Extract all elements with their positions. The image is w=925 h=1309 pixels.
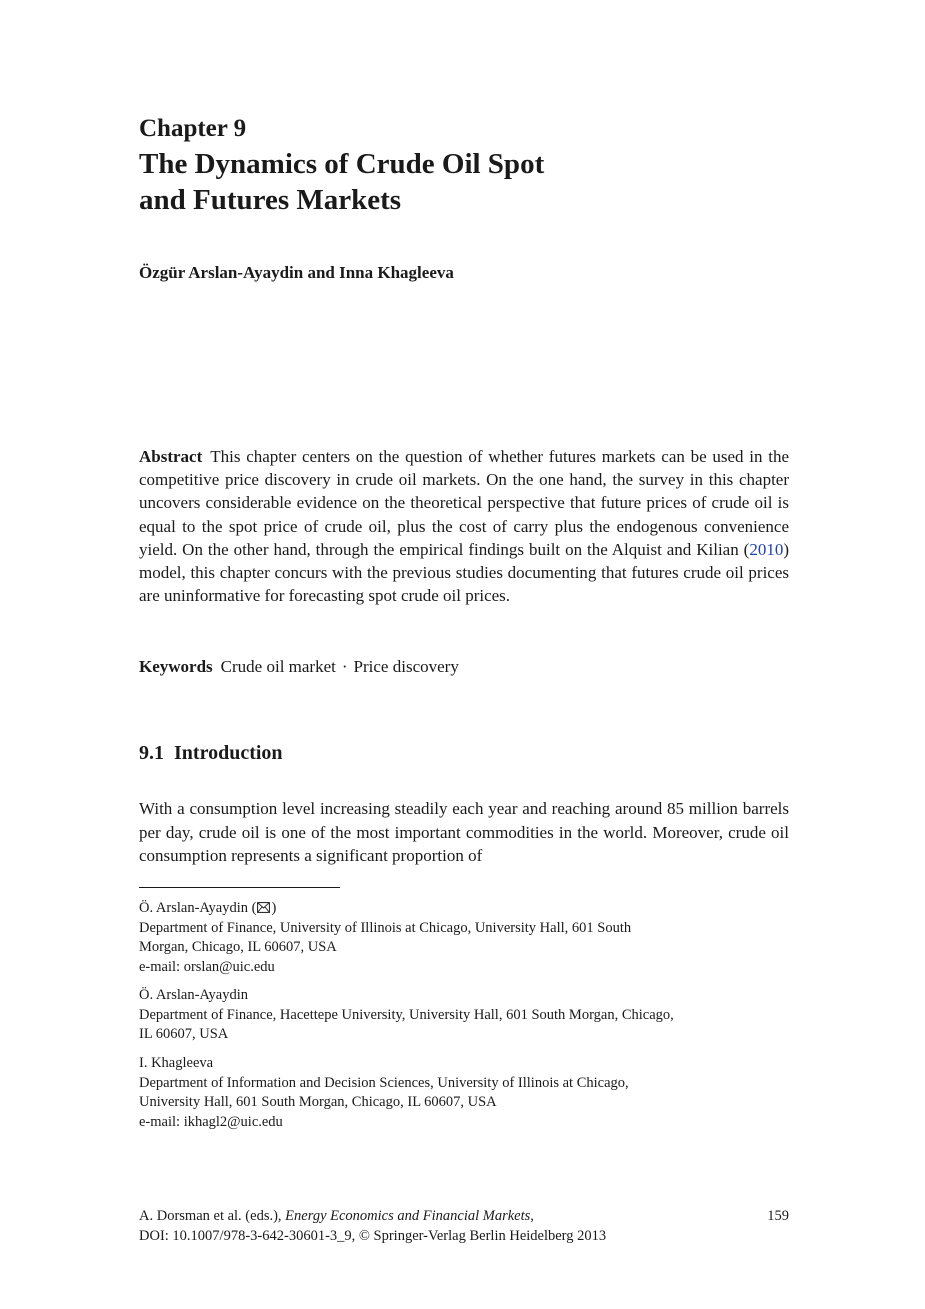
keyword-separator: · xyxy=(341,657,348,676)
chapter-title-line-1: The Dynamics of Crude Oil Spot xyxy=(139,148,545,180)
section-heading xyxy=(139,740,283,766)
chapter-number: Chapter 9 xyxy=(139,115,247,142)
footnote-rule xyxy=(139,887,340,888)
affiliation-address: University Hall, 601 South Morgan, Chicago, IL 60607, USA xyxy=(139,1094,497,1110)
keywords-label: Keywords xyxy=(139,657,213,676)
page-number: 159 xyxy=(767,1208,789,1224)
keyword-item: Price discovery xyxy=(353,657,459,676)
footer-book-reference: A. Dorsman et al. (eds.), Energy Economics and Financial Markets, xyxy=(139,1208,534,1224)
affiliation-2 xyxy=(139,986,779,1045)
affiliation-1 xyxy=(139,899,779,977)
affiliation-3 xyxy=(139,1054,779,1132)
affiliation-address: IL 60607, USA xyxy=(139,1026,229,1042)
abstract-citation-link[interactable]: 2010 xyxy=(749,539,784,559)
affiliation-address: Morgan, Chicago, IL 60607, USA xyxy=(139,939,337,955)
abstract xyxy=(139,445,789,607)
affiliation-address: Department of Finance, Hacettepe University, University Hall, 601 South Morgan, Chicago, xyxy=(139,1006,674,1023)
affiliation-name: I. Khagleeva xyxy=(139,1055,214,1071)
abstract-label: Abstract xyxy=(139,447,203,466)
footer-book-title: Energy Economics and Financial Markets xyxy=(285,1208,531,1224)
footer-doi: DOI: 10.1007/978-3-642-30601-3_9, © Springer-Verlag Berlin Heidelberg 2013 xyxy=(139,1227,607,1244)
page-footer xyxy=(139,1207,789,1246)
affiliation-name: Ö. Arslan-Ayaydin ( ) xyxy=(139,900,277,916)
keywords xyxy=(139,656,789,678)
section-number: 9.1 xyxy=(139,742,164,764)
envelope-icon[interactable] xyxy=(257,902,270,913)
chapter-title xyxy=(139,146,544,218)
affiliation-email[interactable]: e-mail: orslan@uic.edu xyxy=(139,958,275,975)
abstract-text-2: ) model, this chapter concurs with the previous studies documenting that futures crude oil prices are uninformative for forecasting spot crude oil prices. xyxy=(139,539,789,606)
authors: Özgür Arslan-Ayaydin and Inna Khagleeva xyxy=(139,263,454,282)
affiliation-name: Ö. Arslan-Ayaydin xyxy=(139,987,249,1003)
abstract-text-1: This chapter centers on the question of whether futures markets can be used in the competitive price discovery in crude oil markets. On the one hand, the survey in this chapter uncovers considerable evidence on the theoretical perspective that future prices of crude oil is equal to the spot price of crude oil, plus the cost of carry plus the endogenous convenience yield. On the other hand, through the empirical findings built on the Alquist and Kilian ( xyxy=(139,447,789,559)
section-title: Introduction xyxy=(174,742,283,764)
keyword-item: Crude oil market xyxy=(220,657,336,676)
affiliation-address: Department of Finance, University of Illinois at Chicago, University Hall, 601 South xyxy=(139,919,632,936)
intro-paragraph: With a consumption level increasing steadily each year and reaching around 85 million barrels per day, crude oil is one of the most important commodities in the world. Moreover, crude oil consumption represents a significant proportion of xyxy=(139,799,789,865)
affiliation-address: Department of Information and Decision Sciences, University of Illinois at Chicago, xyxy=(139,1074,629,1091)
chapter-title-line-2: and Futures Markets xyxy=(139,184,402,216)
affiliation-email[interactable]: e-mail: ikhagl2@uic.edu xyxy=(139,1113,283,1130)
